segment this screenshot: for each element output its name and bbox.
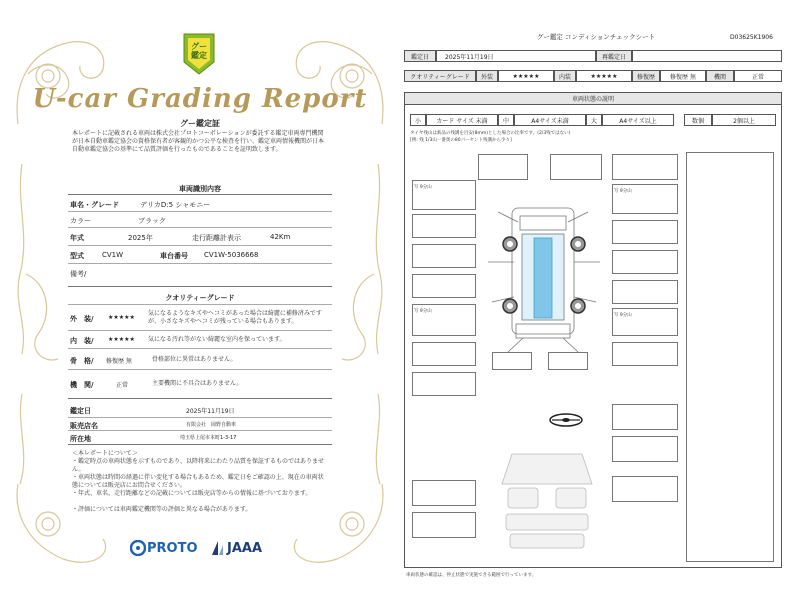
address-value: 埼玉県上尾市本町1-3-17 (180, 435, 237, 441)
sheet-date-label: 鑑定日 (404, 50, 436, 62)
size-mid: 中 (498, 114, 514, 126)
exterior-label: 外 装/ (70, 315, 94, 323)
exterior-desc: 気になるようなキズやヘコミがあった場合は綺麗に補修済みですが、小さなキズやヘコミが残っている場合もあります。 (148, 310, 322, 325)
note-3: ・年式、車名、走行距離などの記載については販売店等からの情報に基づいております。 (72, 490, 312, 497)
report-intro: 本レポートに記載される車両は株式会社プロトコーポレーションが委託する鑑定車両専門機関が日本自動車鑑定協会の資格保有者が客観的かつ公平な検査を行い、鑑定車両情報機関が日本自動車鑑定協会の基準にて品質評価を行ったものであることを証明致します。 (72, 130, 325, 153)
interior-label: 内 装/ (70, 337, 94, 345)
sheet-date-value: 2025年11月19日 (436, 50, 596, 62)
comment-box-t3 (612, 154, 678, 180)
tire-fr (571, 237, 585, 251)
model-value: デリカD:5 シャモニー (140, 201, 211, 209)
note-4: ・評価については車両鑑定機関等の評価と異なる場合があります。 (72, 506, 252, 513)
size-small-desc: カード サイズ 未満 (426, 114, 498, 126)
owner-value: 有限会社 岡野自動車 (186, 422, 237, 428)
comment-box-r3 (612, 250, 678, 274)
comment-box-l7 (412, 372, 476, 396)
example-note: [例: 残 1/3山一番奥の80パーセント残溝から少々] (410, 138, 512, 143)
repair-desc: 骨格部位に異常はありません。 (152, 356, 237, 363)
mech-value: 正常 (116, 382, 129, 389)
sheet-repair-value: 修復歴 無 (660, 70, 706, 82)
type-value: CV1W (102, 251, 124, 259)
comment-box-r7 (612, 404, 678, 430)
tire-fl (503, 237, 517, 251)
proto-logo (130, 540, 198, 556)
sheet-grade-label: クオリティーグレード (404, 70, 476, 82)
comment-box-t2 (550, 154, 602, 180)
car-top-view-diagram (478, 182, 610, 362)
proto-logo-text: PROTO (147, 540, 198, 556)
date-value: 2025年11月19日 (186, 408, 235, 415)
date-label: 鑑定日 (70, 407, 91, 415)
comment-column (686, 152, 774, 562)
repair-value: 修復歴 無 (106, 358, 132, 365)
interior-stars: ★★★★★ (108, 336, 135, 343)
jaaa-logo-icon (210, 540, 224, 556)
comment-box-l9 (412, 512, 476, 538)
tire-rr (571, 299, 585, 313)
sheet-doc-id: D03625K1906 (730, 34, 773, 41)
memo-a: 写 9分山 (414, 185, 432, 190)
sheet-mech-value: 正常 (734, 70, 782, 82)
grading-report (8, 14, 392, 586)
chassis-label: 車台番号 (160, 252, 188, 260)
report-title: U-car Grading Report (32, 84, 368, 114)
comment-box-r6 (612, 342, 678, 366)
mech-desc: 主要機関に不具合はありません。 (152, 380, 243, 387)
memo-c: 写 9分山 (414, 309, 432, 314)
comment-box-t1 (478, 154, 528, 180)
count-label: 数個 (684, 114, 712, 126)
vehicle-section-title: 車両識別内容 (179, 185, 221, 193)
interior-seat-diagram (492, 444, 602, 556)
badge-text: グー 鑑定 (191, 42, 207, 60)
color-value: ブラック (138, 217, 166, 225)
comment-box-r2 (612, 220, 678, 244)
year-value: 2025年 (128, 234, 153, 242)
year-label: 年式 (70, 234, 84, 242)
type-label: 型式 (70, 252, 84, 260)
jaaa-logo (210, 540, 262, 556)
goo-badge (180, 32, 218, 76)
comment-box-r8 (612, 436, 678, 462)
sheet-redate-value (632, 50, 782, 62)
comment-box-r9 (612, 476, 678, 502)
chassis-value: CV1W-5036668 (204, 251, 259, 259)
remarks-label: 備考/ (70, 270, 87, 278)
sheet-ext-stars: ★★★★★ (498, 70, 554, 82)
model-label: 車名・グレード (70, 201, 119, 209)
color-label: カラー (70, 217, 91, 225)
memo-b: 写 9分山 (614, 189, 632, 194)
report-subtitle: グー鑑定証 (180, 119, 220, 128)
mech-label: 機 関/ (70, 381, 94, 389)
comment-box-l6 (412, 342, 476, 366)
count-desc: 2個以上 (712, 114, 776, 126)
comment-box-l8 (412, 480, 476, 506)
quality-section-title: クオリティーグレード (165, 294, 235, 302)
address-label: 所在地 (70, 435, 91, 443)
sheet-redate-label: 再鑑定日 (596, 50, 632, 62)
notes-head: ＜本レポートについて＞ (72, 450, 138, 457)
exterior-stars: ★★★★★ (108, 314, 135, 321)
repair-label: 骨 格/ (70, 357, 94, 365)
proto-logo-icon (130, 540, 146, 556)
comment-box-l3 (412, 244, 476, 268)
condition-check-sheet (400, 14, 792, 586)
size-small: 小 (410, 114, 426, 126)
size-large: 大 (586, 114, 602, 126)
size-mid-desc: A4サイズ未満 (514, 114, 586, 126)
steering-wheel-icon (548, 412, 584, 428)
sheet-repair-label: 修復歴 (632, 70, 660, 82)
sheet-footer: 車両状態の確認は、停止状態で実施できる範囲で行っています。 (406, 573, 537, 578)
owner-label: 販売店名 (70, 422, 98, 430)
sheet-int-stars: ★★★★★ (576, 70, 632, 82)
size-large-desc: A4サイズ以上 (602, 114, 674, 126)
sheet-mech-label: 機関 (706, 70, 734, 82)
mileage-label: 走行距離計表示 (192, 234, 241, 242)
comment-box-r4 (612, 280, 678, 304)
memo-d: 写 9分山 (614, 313, 632, 318)
sheet-int-label: 内装 (554, 70, 576, 82)
comment-box-l4 (412, 274, 476, 298)
sheet-title: グー鑑定 コンディションチェックシート (536, 33, 656, 41)
state-section-title: 車両状態の説明 (404, 92, 782, 105)
note-1: ・鑑定時点の車両状態を示すものであり、以降将来にわたり品質を保証するものではありません。 (72, 458, 325, 473)
interior-desc: 気になる汚れ等がない綺麗な室内を保っています。 (148, 336, 286, 343)
note-2: ・車両状態は時間の経過に伴い変化する場合もあるため、鑑定日をご確認の上、現在の車両状態については販売店にお問合せください。 (72, 474, 324, 489)
tire-note: タイヤ残山は新品の残溝を目安(8mm)とした場合の比率です。(2/3残ではない) (410, 131, 571, 136)
sheet-ext-label: 外装 (476, 70, 498, 82)
comment-box-l2 (412, 214, 476, 238)
jaaa-logo-text: JAAA (227, 540, 263, 556)
tire-rl (503, 299, 517, 313)
mileage-value: 42Km (270, 233, 291, 241)
